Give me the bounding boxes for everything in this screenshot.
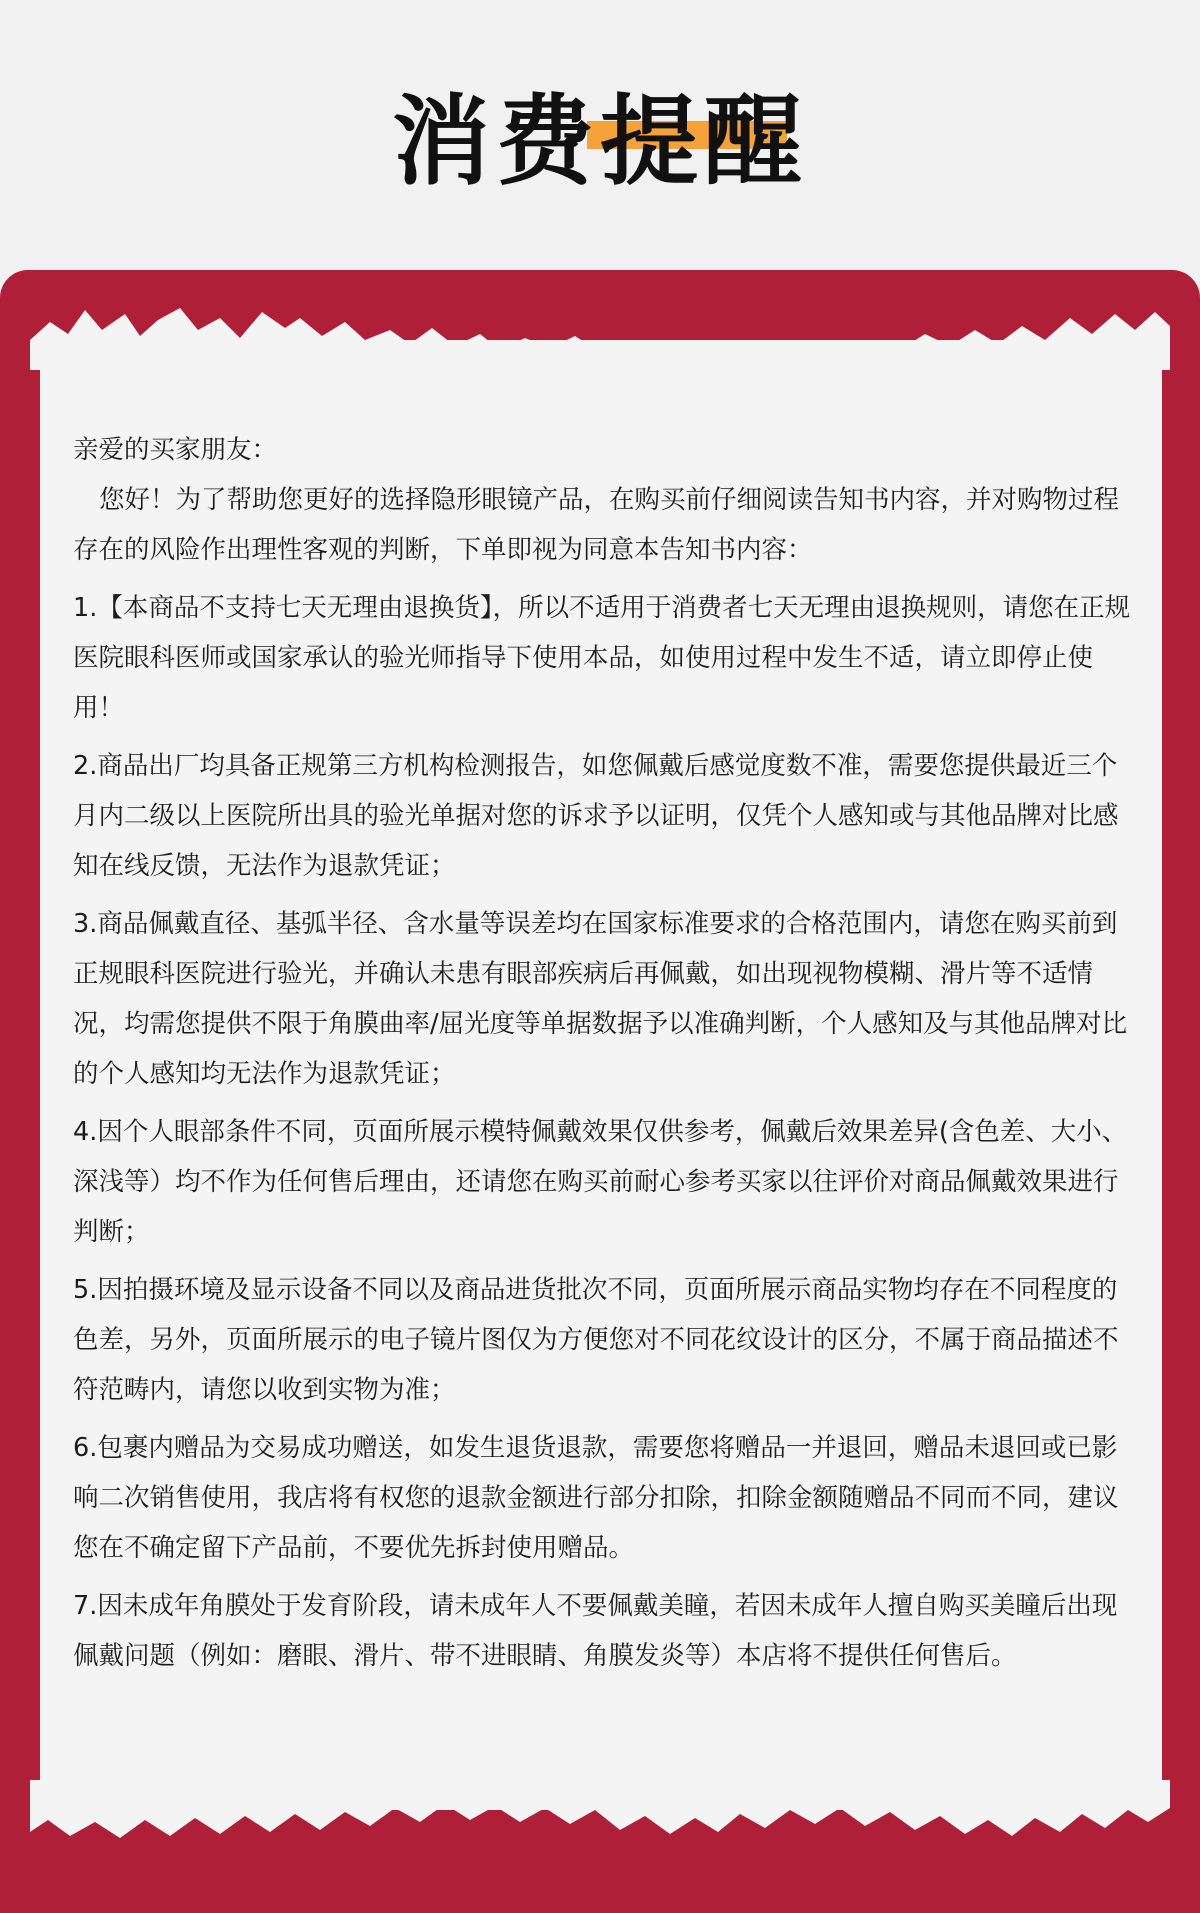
notice-item-1: 1.【本商品不支持七天无理由退换货】，所以不适用于消费者七天无理由退换规则，请您在正规医院眼科医师或国家承认的验光师指导下使用本品，如使用过程中发生不适，请立即停止使用！ <box>73 593 1131 723</box>
page-title-text: 消费提醒 <box>391 84 808 199</box>
title-area <box>0 0 1200 270</box>
notice-item-7: 7.因未成年角膜处于发育阶段，请未成年人不要佩戴美瞳，若因未成年人擅自购买美瞳后出现佩戴问题（例如：磨眼、滑片、带不进眼睛、角膜发炎等）本店将不提供任何售后。 <box>73 1591 1118 1671</box>
greeting-text: 亲爱的买家朋友： <box>73 435 278 465</box>
notice-item-4: 4.因个人眼部条件不同，页面所展示模特佩戴效果仅供参考，佩戴后效果差异(含色差、大小、深浅等）均不作为任何售后理由，还请您在购买前耐心参考买家以往评价对商品佩戴效果进行判断； <box>73 1117 1128 1247</box>
torn-paper-bottom-edge <box>30 1780 1170 1850</box>
notice-item-5: 5.因拍摄环境及显示设备不同以及商品进货批次不同，页面所展示商品实物均存在不同程度的色差，另外，页面所展示的电子镜片图仅为方便您对不同花纹设计的区分，不属于商品描述不符范畴内，请您以收到实物为准； <box>73 1275 1119 1405</box>
notice-item-6: 6.包裹内赠品为交易成功赠送，如发生退货退款，需要您将赠品一并退回，赠品未退回或已影响二次销售使用，我店将有权您的退款金额进行部分扣除，扣除金额随赠品不同而不同，建议您在不确定留下产品前，不要优先拆封使用赠品。 <box>73 1433 1119 1563</box>
notice-item-3: 3.商品佩戴直径、基弧半径、含水量等误差均在国家标准要求的合格范围内，请您在购买前到正规眼科医院进行验光，并确认未患有眼部疾病后再佩戴，如出现视物模糊、滑片等不适情况，均需您提供不限于角膜曲率/屈光度等单据数据予以准确判断，个人感知及与其他品牌对比的个人感知均无法作为退款凭证； <box>73 909 1128 1089</box>
intro-paragraph: 您好！为了帮助您更好的选择隐形眼镜产品，在购买前仔细阅读告知书内容，并对购物过程存在的风险作出理性客观的判断，下单即视为同意本告知书内容： <box>73 485 1120 565</box>
notice-content <box>73 425 1133 1681</box>
page-title <box>392 63 808 204</box>
notice-item-2: 2.商品出厂均具备正规第三方机构检测报告，如您佩戴后感觉度数不准，需要您提供最近三个月内二级以上医院所出具的验光单据对您的诉求予以证明，仅凭个人感知或与其他品牌对比感知在线反馈，无法作为退款凭证； <box>73 751 1119 881</box>
